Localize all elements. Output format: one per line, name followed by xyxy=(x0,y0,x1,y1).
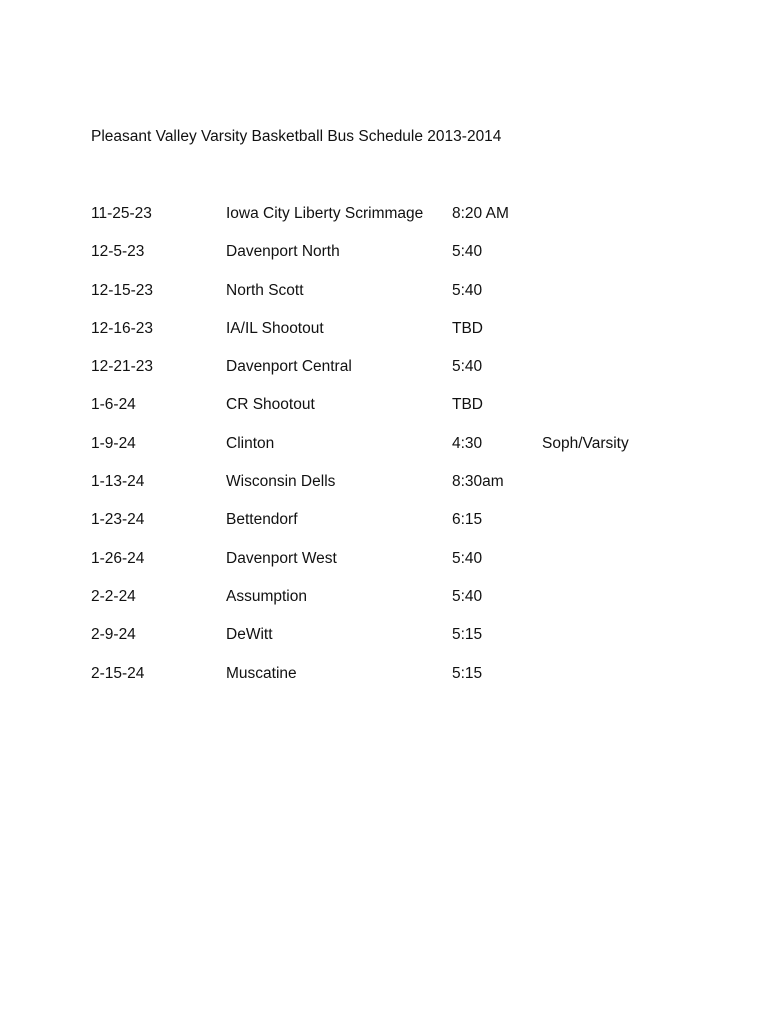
time-cell: 8:20 AM xyxy=(452,205,509,222)
time-cell: TBD xyxy=(452,396,483,414)
time-cell: 5:40 xyxy=(452,549,483,567)
time-cell: 5:40 xyxy=(452,358,483,376)
table-row xyxy=(91,242,711,280)
opponent-cell: Iowa City Liberty Scrimmage xyxy=(226,205,424,222)
time-cell: 8:30am xyxy=(452,473,504,491)
page-title: Pleasant Valley Varsity Basketball Bus Schedule 2013-2014 xyxy=(91,128,502,145)
table-row xyxy=(91,625,711,663)
date-cell: 1-9-24 xyxy=(91,434,136,452)
table-row xyxy=(91,395,711,433)
time-cell: 6:15 xyxy=(452,511,483,529)
time-cell: 5:40 xyxy=(452,243,483,261)
opponent-cell: Clinton xyxy=(226,434,275,452)
date-cell: 12-5-23 xyxy=(91,243,145,261)
time-cell: 5:40 xyxy=(452,587,483,605)
opponent-cell: Davenport North xyxy=(226,243,340,261)
time-cell: TBD xyxy=(452,319,483,337)
date-cell: 1-26-24 xyxy=(91,549,145,567)
date-cell: 2-2-24 xyxy=(91,587,136,605)
opponent-cell: Davenport Central xyxy=(226,358,352,376)
table-row xyxy=(91,587,711,625)
note-cell: Soph/Varsity xyxy=(542,434,629,452)
time-cell: 5:40 xyxy=(452,281,483,299)
date-cell: 1-13-24 xyxy=(91,473,145,491)
opponent-cell: IA/IL Shootout xyxy=(226,319,324,337)
table-row xyxy=(91,357,711,395)
table-row xyxy=(91,472,711,510)
date-cell: 2-15-24 xyxy=(91,664,145,682)
date-cell: 2-9-24 xyxy=(91,626,136,644)
time-cell: 5:15 xyxy=(452,664,483,682)
date-cell: 12-15-23 xyxy=(91,281,154,299)
table-row xyxy=(91,549,711,587)
opponent-cell: Assumption xyxy=(226,587,307,605)
table-row xyxy=(91,319,711,357)
opponent-cell: CR Shootout xyxy=(226,396,315,414)
opponent-cell: Davenport West xyxy=(226,549,337,567)
opponent-cell: Wisconsin Dells xyxy=(226,473,336,491)
table-row xyxy=(91,510,711,548)
date-cell: 1-6-24 xyxy=(91,396,136,414)
date-cell: 11-25-23 xyxy=(91,205,152,222)
date-cell: 12-21-23 xyxy=(91,358,154,376)
time-cell: 5:15 xyxy=(452,626,483,644)
table-row xyxy=(91,281,711,319)
table-row xyxy=(91,664,711,702)
schedule-table xyxy=(91,204,711,702)
table-row xyxy=(91,434,711,472)
table-row xyxy=(91,204,711,242)
date-cell: 1-23-24 xyxy=(91,511,145,529)
opponent-cell: DeWitt xyxy=(226,626,273,644)
opponent-cell: Muscatine xyxy=(226,664,297,682)
opponent-cell: North Scott xyxy=(226,281,304,299)
time-cell: 4:30 xyxy=(452,434,483,452)
date-cell: 12-16-23 xyxy=(91,319,154,337)
opponent-cell: Bettendorf xyxy=(226,511,298,529)
